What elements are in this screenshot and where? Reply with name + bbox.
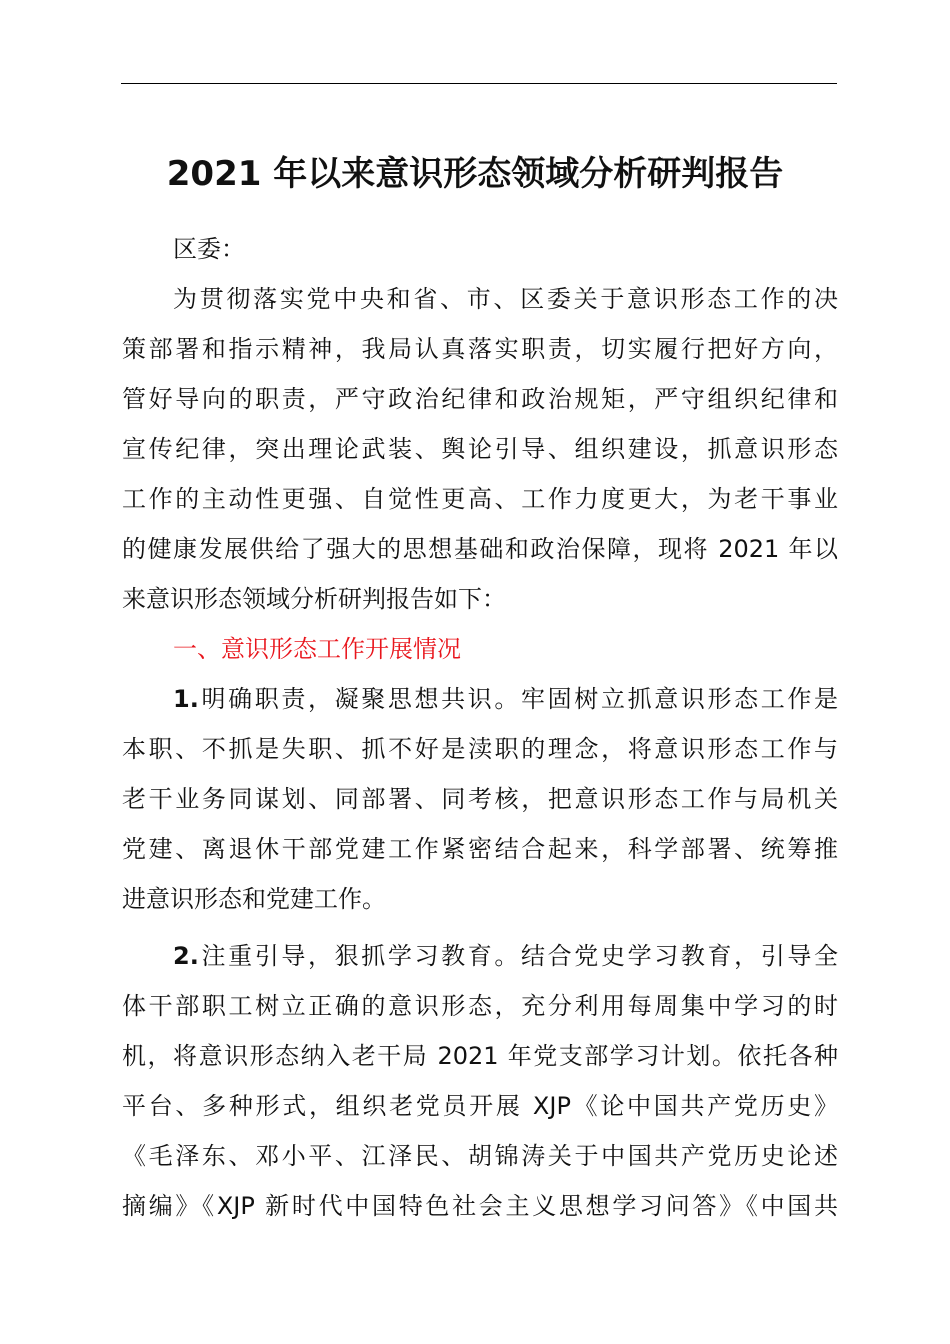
- document-title: 2021 年以来意识形态领域分析研判报告: [166, 154, 784, 194]
- item1-number: 1.: [173, 685, 199, 713]
- item2-line: 《毛泽东、邓小平、江泽民、胡锦涛关于中国共产党历史论述: [122, 1142, 838, 1170]
- intro-line: 来意识形态领域分析研判报告如下：: [122, 585, 506, 613]
- item1-line: 进意识形态和党建工作。: [122, 885, 386, 913]
- section-heading: 一、意识形态工作开展情况: [173, 635, 461, 663]
- paragraph-spacer: [122, 924, 838, 931]
- item1-first-line: [122, 674, 838, 724]
- intro-line: 为贯彻落实党中央和省、市、区委关于意识形态工作的决: [173, 285, 838, 313]
- item2-line: 平台、多种形式，组织老党员开展 XJP《论中国共产党历史》: [122, 1092, 838, 1120]
- item1-line: 老干业务同谋划、同部署、同考核，把意识形态工作与局机关: [122, 785, 838, 813]
- item1-line: 党建、离退休干部党建工作紧密结合起来，科学部署、统筹推: [122, 835, 838, 863]
- intro-line: 的健康发展供给了强大的思想基础和政治保障，现将 2021 年以: [122, 535, 838, 563]
- item1-line: 本职、不抓是失职、抓不好是渎职的理念，将意识形态工作与: [122, 735, 838, 763]
- item2-line: 体干部职工树立正确的意识形态，充分利用每周集中学习的时: [122, 992, 838, 1020]
- item1-text: 明确职责，凝聚思想共识。牢固树立抓意识形态工作是: [198, 685, 838, 713]
- item2-text: 注重引导，狠抓学习教育。结合党史学习教育，引导全: [198, 942, 838, 970]
- intro-line: 工作的主动性更强、自觉性更高、工作力度更大，为老干事业: [122, 485, 838, 513]
- item2-line: 摘编》《XJP 新时代中国特色社会主义思想学习问答》《中国共: [122, 1192, 838, 1220]
- item2-first-line: [122, 931, 838, 981]
- item2-number: 2.: [173, 942, 199, 970]
- header-rule: [121, 83, 837, 84]
- intro-line: 宣传纪律，突出理论武装、舆论引导、组织建设，抓意识形态: [122, 435, 838, 463]
- intro-line: 策部署和指示精神，我局认真落实职责，切实履行把好方向，: [122, 335, 838, 363]
- document-body: [122, 224, 838, 1231]
- item2-line: 机，将意识形态纳入老干局 2021 年党支部学习计划。依托各种: [122, 1042, 838, 1070]
- salutation: 区委：: [173, 235, 245, 263]
- intro-line: 管好导向的职责，严守政治纪律和政治规矩，严守组织纪律和: [122, 385, 838, 413]
